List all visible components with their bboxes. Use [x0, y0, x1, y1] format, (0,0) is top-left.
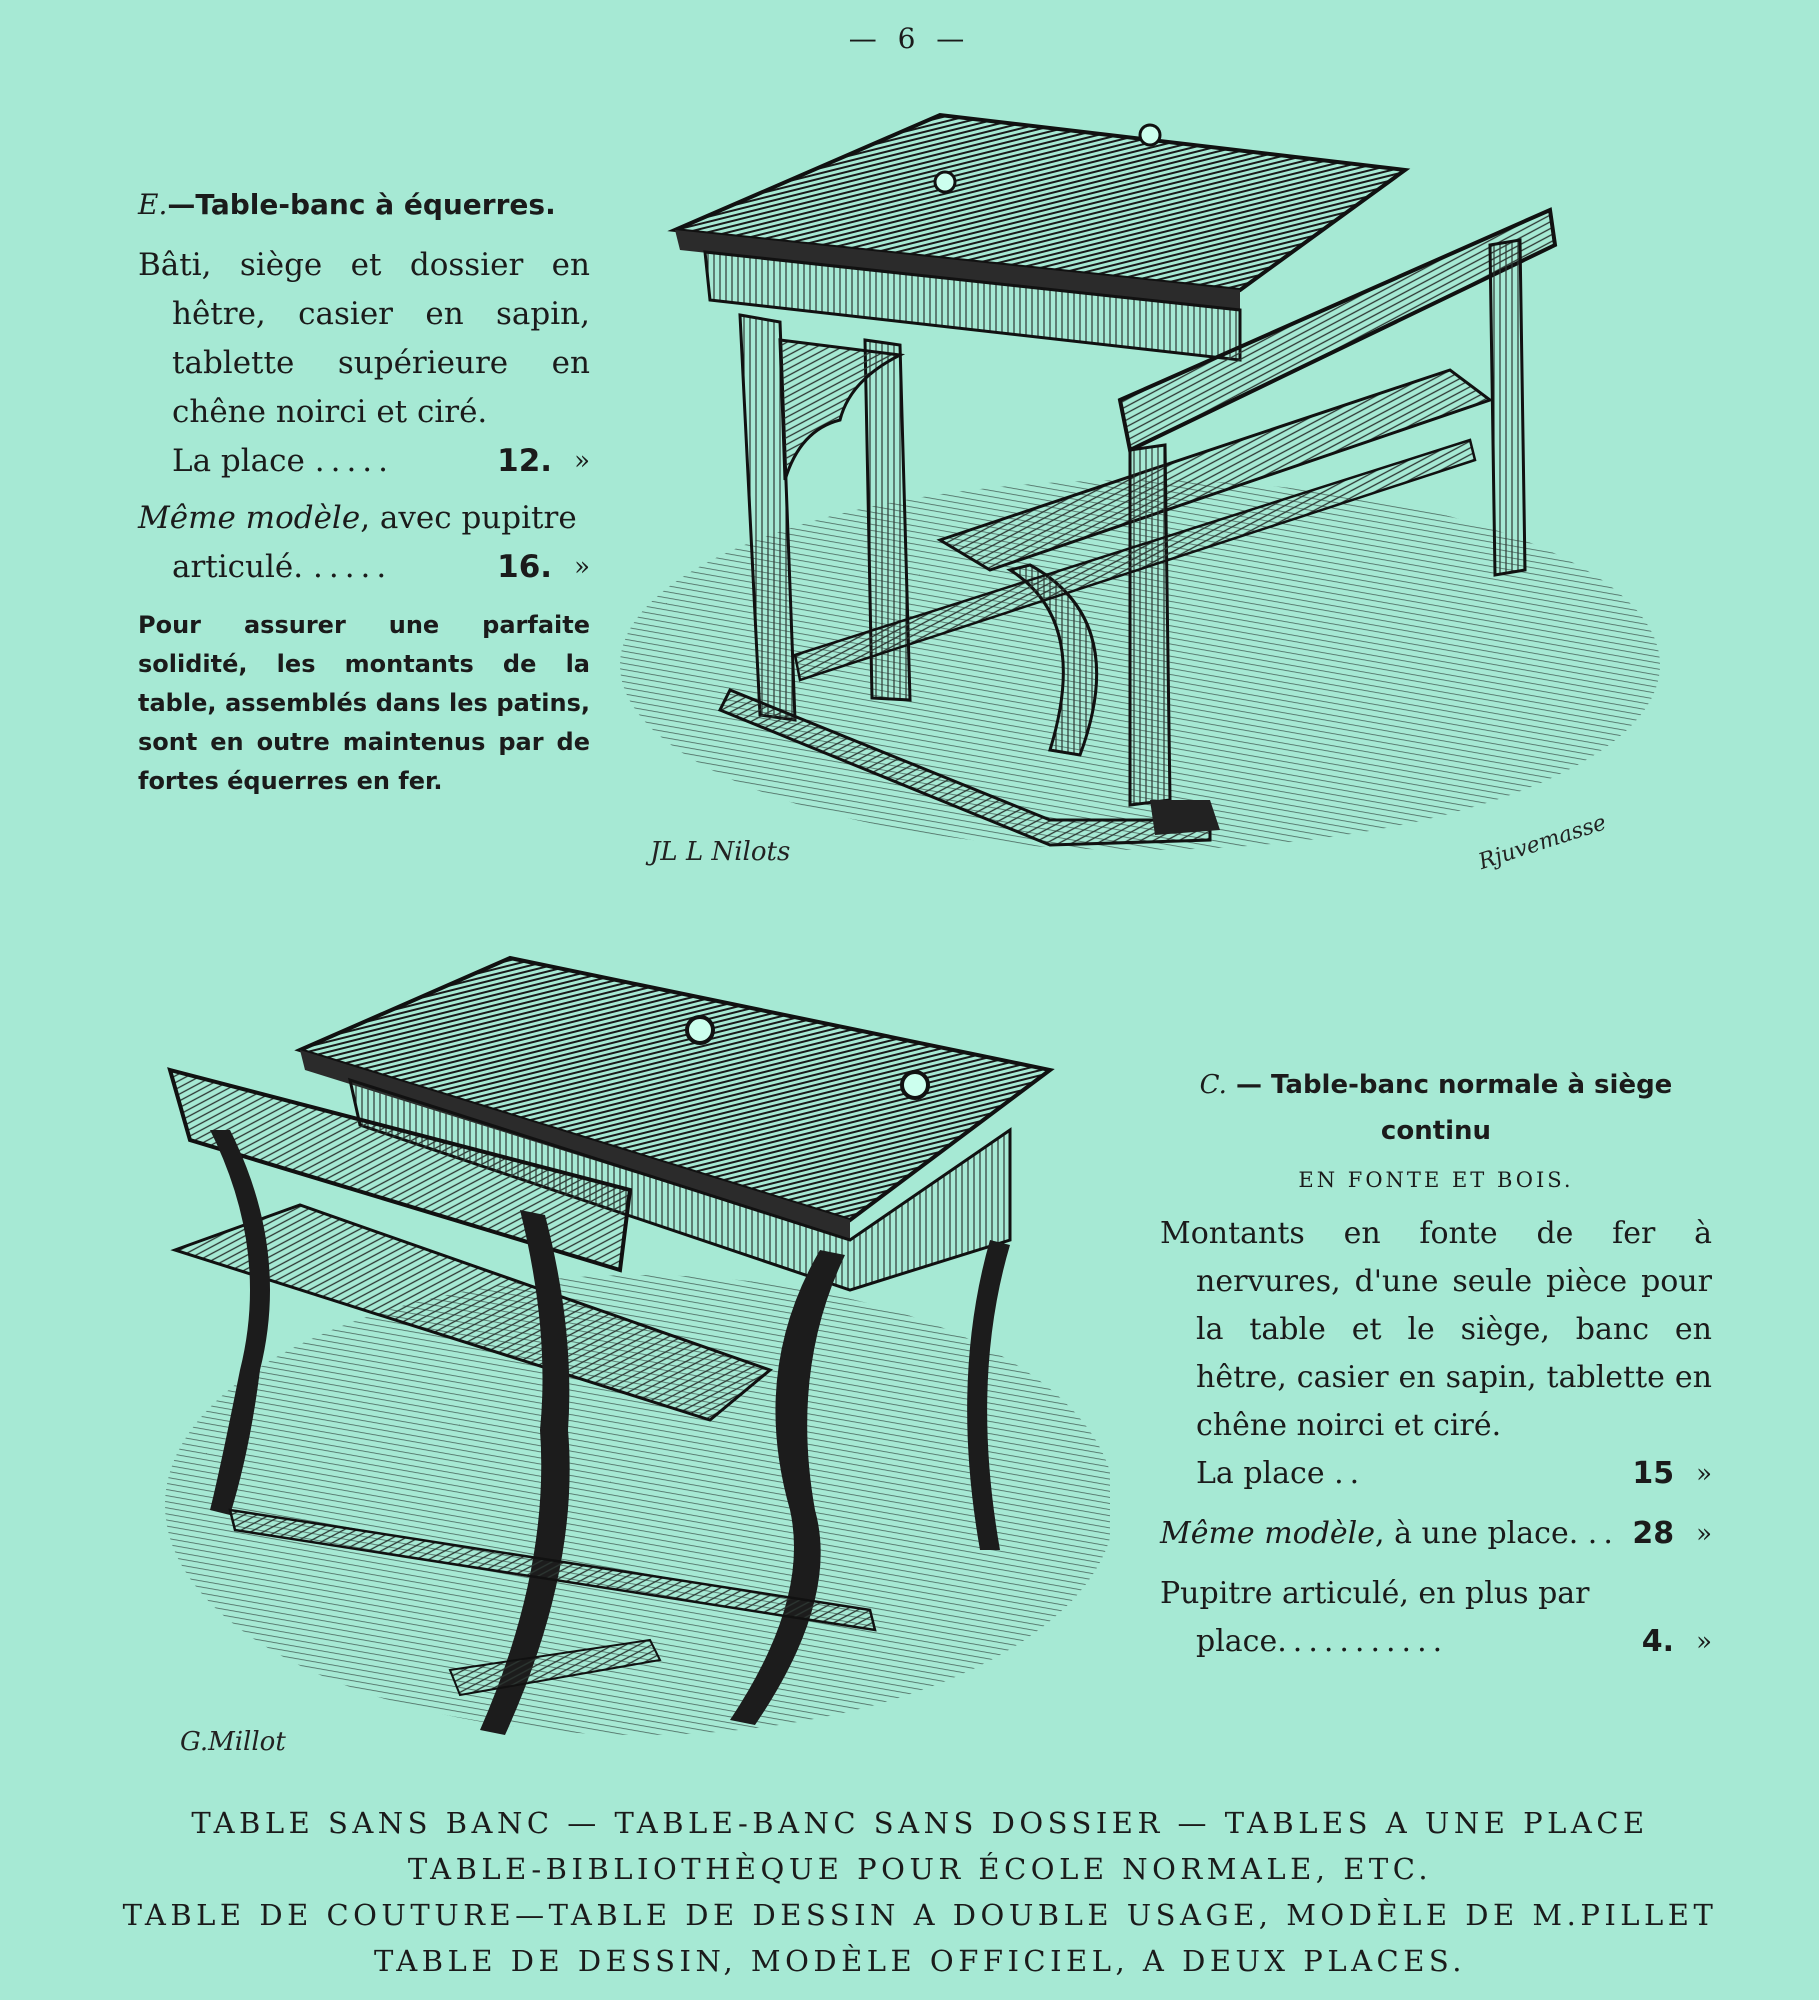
footer-line-1: TABLE SANS BANC — TABLE-BANC SANS DOSSIER — TABLES A UNE PLACE	[191, 1806, 1649, 1840]
section-c-name: — Table-banc normale à siège continu	[1235, 1070, 1673, 1146]
section-c	[1160, 1062, 1712, 1666]
variant-text: , à une place.	[1375, 1516, 1579, 1551]
variant-dots: .....	[312, 549, 393, 585]
extra-dots: ...........	[1277, 1624, 1449, 1659]
price-dots: .....	[314, 443, 395, 479]
price-suffix: »	[574, 446, 590, 476]
section-e	[138, 188, 590, 801]
variant-text: , avec pupitre	[360, 500, 577, 536]
section-e-note: Pour assurer une parfaite solidité, les montants de la table, assemblés dans les patins, sont en outre maintenus par de fortes équerres en fer.	[138, 611, 590, 795]
price-value: 12.	[497, 443, 553, 479]
footer-list	[120, 1800, 1720, 1984]
variant-suffix: »	[1696, 1519, 1712, 1549]
extra-price: 4.	[1641, 1624, 1675, 1659]
section-c-price-line	[1160, 1450, 1712, 1498]
section-c-letter: C.	[1199, 1070, 1227, 1100]
section-c-extra-line-1	[1160, 1570, 1712, 1618]
section-e-letter: E.	[138, 188, 168, 221]
price-dots: ..	[1334, 1456, 1366, 1491]
section-e-name: —Table-banc à équerres.	[167, 188, 556, 221]
engraver-signature-left: JL L Nilots	[650, 837, 791, 867]
section-c-subtitle: EN FONTE ET BOIS.	[1298, 1168, 1574, 1192]
footer-line-2: TABLE-BIBLIOTHÈQUE POUR ÉCOLE NORMALE, ETC.	[407, 1852, 1433, 1886]
engraver-signature-right: Rjuvemasse	[1475, 810, 1610, 875]
footer-line-4: TABLE DE DESSIN, MODÈLE OFFICIEL, A DEUX PLACES.	[374, 1944, 1466, 1978]
price-value: 15	[1632, 1456, 1675, 1491]
desk-illustration-e	[610, 100, 1670, 880]
section-c-extra-line-2	[1160, 1618, 1712, 1666]
extra-suffix: »	[1696, 1627, 1712, 1657]
extra-label-1: Pupitre articulé, en plus par	[1160, 1576, 1590, 1611]
section-c-description	[1160, 1210, 1712, 1450]
section-e-variant-line	[138, 494, 590, 543]
section-c-variant-line	[1160, 1510, 1712, 1558]
engraver-signature: G.Millot	[180, 1727, 286, 1757]
section-c-title	[1160, 1062, 1712, 1154]
variant-label: articulé.	[172, 549, 304, 585]
section-e-title	[138, 188, 590, 221]
price-label: La place	[1196, 1456, 1325, 1491]
variant-dots: ..	[1587, 1516, 1619, 1551]
price-label: La place	[172, 443, 305, 479]
page-number: — 6 —	[848, 22, 971, 55]
variant-suffix: »	[574, 552, 590, 582]
extra-label-2: place	[1196, 1624, 1278, 1659]
variant-price: 28	[1632, 1516, 1675, 1551]
variant-italic: Même modèle	[138, 500, 361, 536]
desk-illustration-c	[150, 950, 1110, 1770]
section-c-description-text: Montants en fonte de fer à nervures, d'une seule pièce pour la table et le siège, banc en hêtre, casier en sapin, tablette en chêne noirci et ciré.	[1160, 1216, 1712, 1443]
section-e-price-line	[138, 437, 590, 486]
footer-line-3: TABLE DE COUTURE—TABLE DE DESSIN A DOUBLE USAGE, MODÈLE DE M.PILLET	[122, 1898, 1718, 1932]
price-suffix: »	[1696, 1459, 1712, 1489]
variant-italic: Même modèle	[1160, 1516, 1376, 1551]
section-e-description: Bâti, siège et dossier en hêtre, casier en sapin, tablette supérieure en chêne noirci et ciré.	[138, 247, 590, 430]
section-e-variant-price-line	[138, 543, 590, 592]
variant-price: 16.	[497, 549, 553, 585]
